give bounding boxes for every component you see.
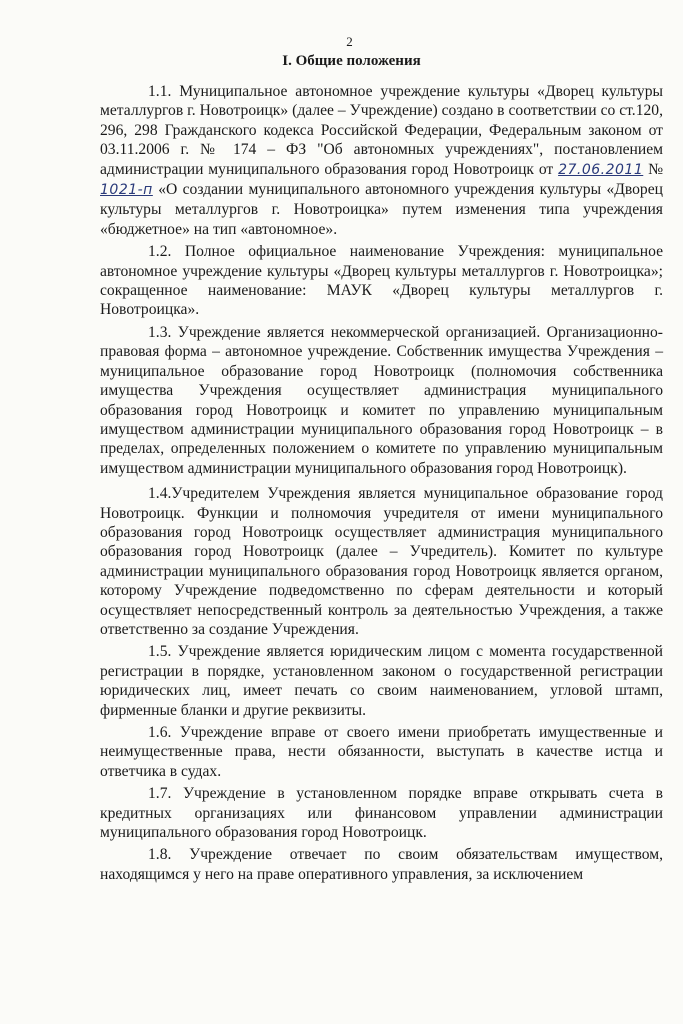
paragraph-1-3: 1.3. Учреждение является некоммерческой организацией. Организационно-правовая форма – автономное учреждение. Собственник имущества Учреждения – муниципальное образование город Новотроицк (полномочия собственника имущества Учреждения осуществляет администрация муниципального образования город Новотроицк и комитет по управлению муниципальным имуществом администрации муниципального образования город Новотроицк – в пределах, определенных положением о комитете по управлению муниципальным имуществом администрации муниципального образования город Новотроицк). (100, 323, 663, 477)
paragraph-1-1-text: 1.1. Муниципальное автономное учреждение культуры «Дворец культуры металлургов г. Новотроицк» (далее – Учреждение) создано в соответствии со ст.120, 296, 298 Гражданского кодекса Российской Федерации, Федеральным законом от 03.11.2006 г. № 174 – ФЗ "Об автономных учреждениях", постановлением администрации муниципального образования город Новотроицк от (100, 83, 663, 178)
paragraph-1-1 (100, 82, 663, 239)
paragraph-1-5: 1.5. Учреждение является юридическим лицом с момента государственной регистрации в порядке, установленном законом о государственной регистрации юридических лиц, имеет печать со своим наименованием, угловой штамп, фирменные бланки и другие реквизиты. (100, 643, 663, 719)
document-body (100, 82, 663, 887)
paragraph-1-6: 1.6. Учреждение вправе от своего имени приобретать имущественные и неимущественные права, нести обязанности, выступать в качестве истца и ответчика в судах. (100, 724, 663, 780)
page-number: 2 (346, 34, 353, 49)
section-heading: I. Общие положения (282, 53, 421, 69)
paragraph-1-7: 1.7. Учреждение в установленном порядке вправе открывать счета в кредитных организациях или финансовом управлении администрации муниципального образования город Новотроицк. (100, 785, 663, 842)
number-sign: № (648, 160, 663, 178)
paragraph-1-1-rest: «О создании муниципального автономного учреждения культуры «Дворец культуры металлургов г. Новотроицка» путем изменения типа учреждения «бюджетное» на тип «автономное». (100, 181, 663, 238)
handwritten-number: 1021-п (100, 182, 153, 199)
paragraph-1-2: 1.2. Полное официальное наименование Учреждения: муниципальное автономное учреждение культуры «Дворец культуры металлургов г. Новотроицка»; сокращенное наименование: МАУК «Дворец культуры металлургов г. Новотроицка». (100, 243, 663, 319)
paragraph-1-4: 1.4.Учредителем Учреждения является муниципальное образование город Новотроицк. Функции и полномочия учредителя от имени муниципального образования город Новотроицк осуществляет администрация муниципального образования город Новотроицк (далее – Учредитель). Комитет по культуре администрации муниципального образования город Новотроицк является органом, которому Учреждение подведомственно по сферам деятельности и который осуществляет непосредственный контроль за деятельностью Учреждения, а также ответственно за создание Учреждения. (100, 485, 663, 638)
handwritten-date: 27.06.2011 (558, 161, 644, 178)
paragraph-1-8: 1.8. Учреждение отвечает по своим обязательствам имуществом, находящимся у него на праве оперативного управления, за исключением (100, 846, 663, 883)
